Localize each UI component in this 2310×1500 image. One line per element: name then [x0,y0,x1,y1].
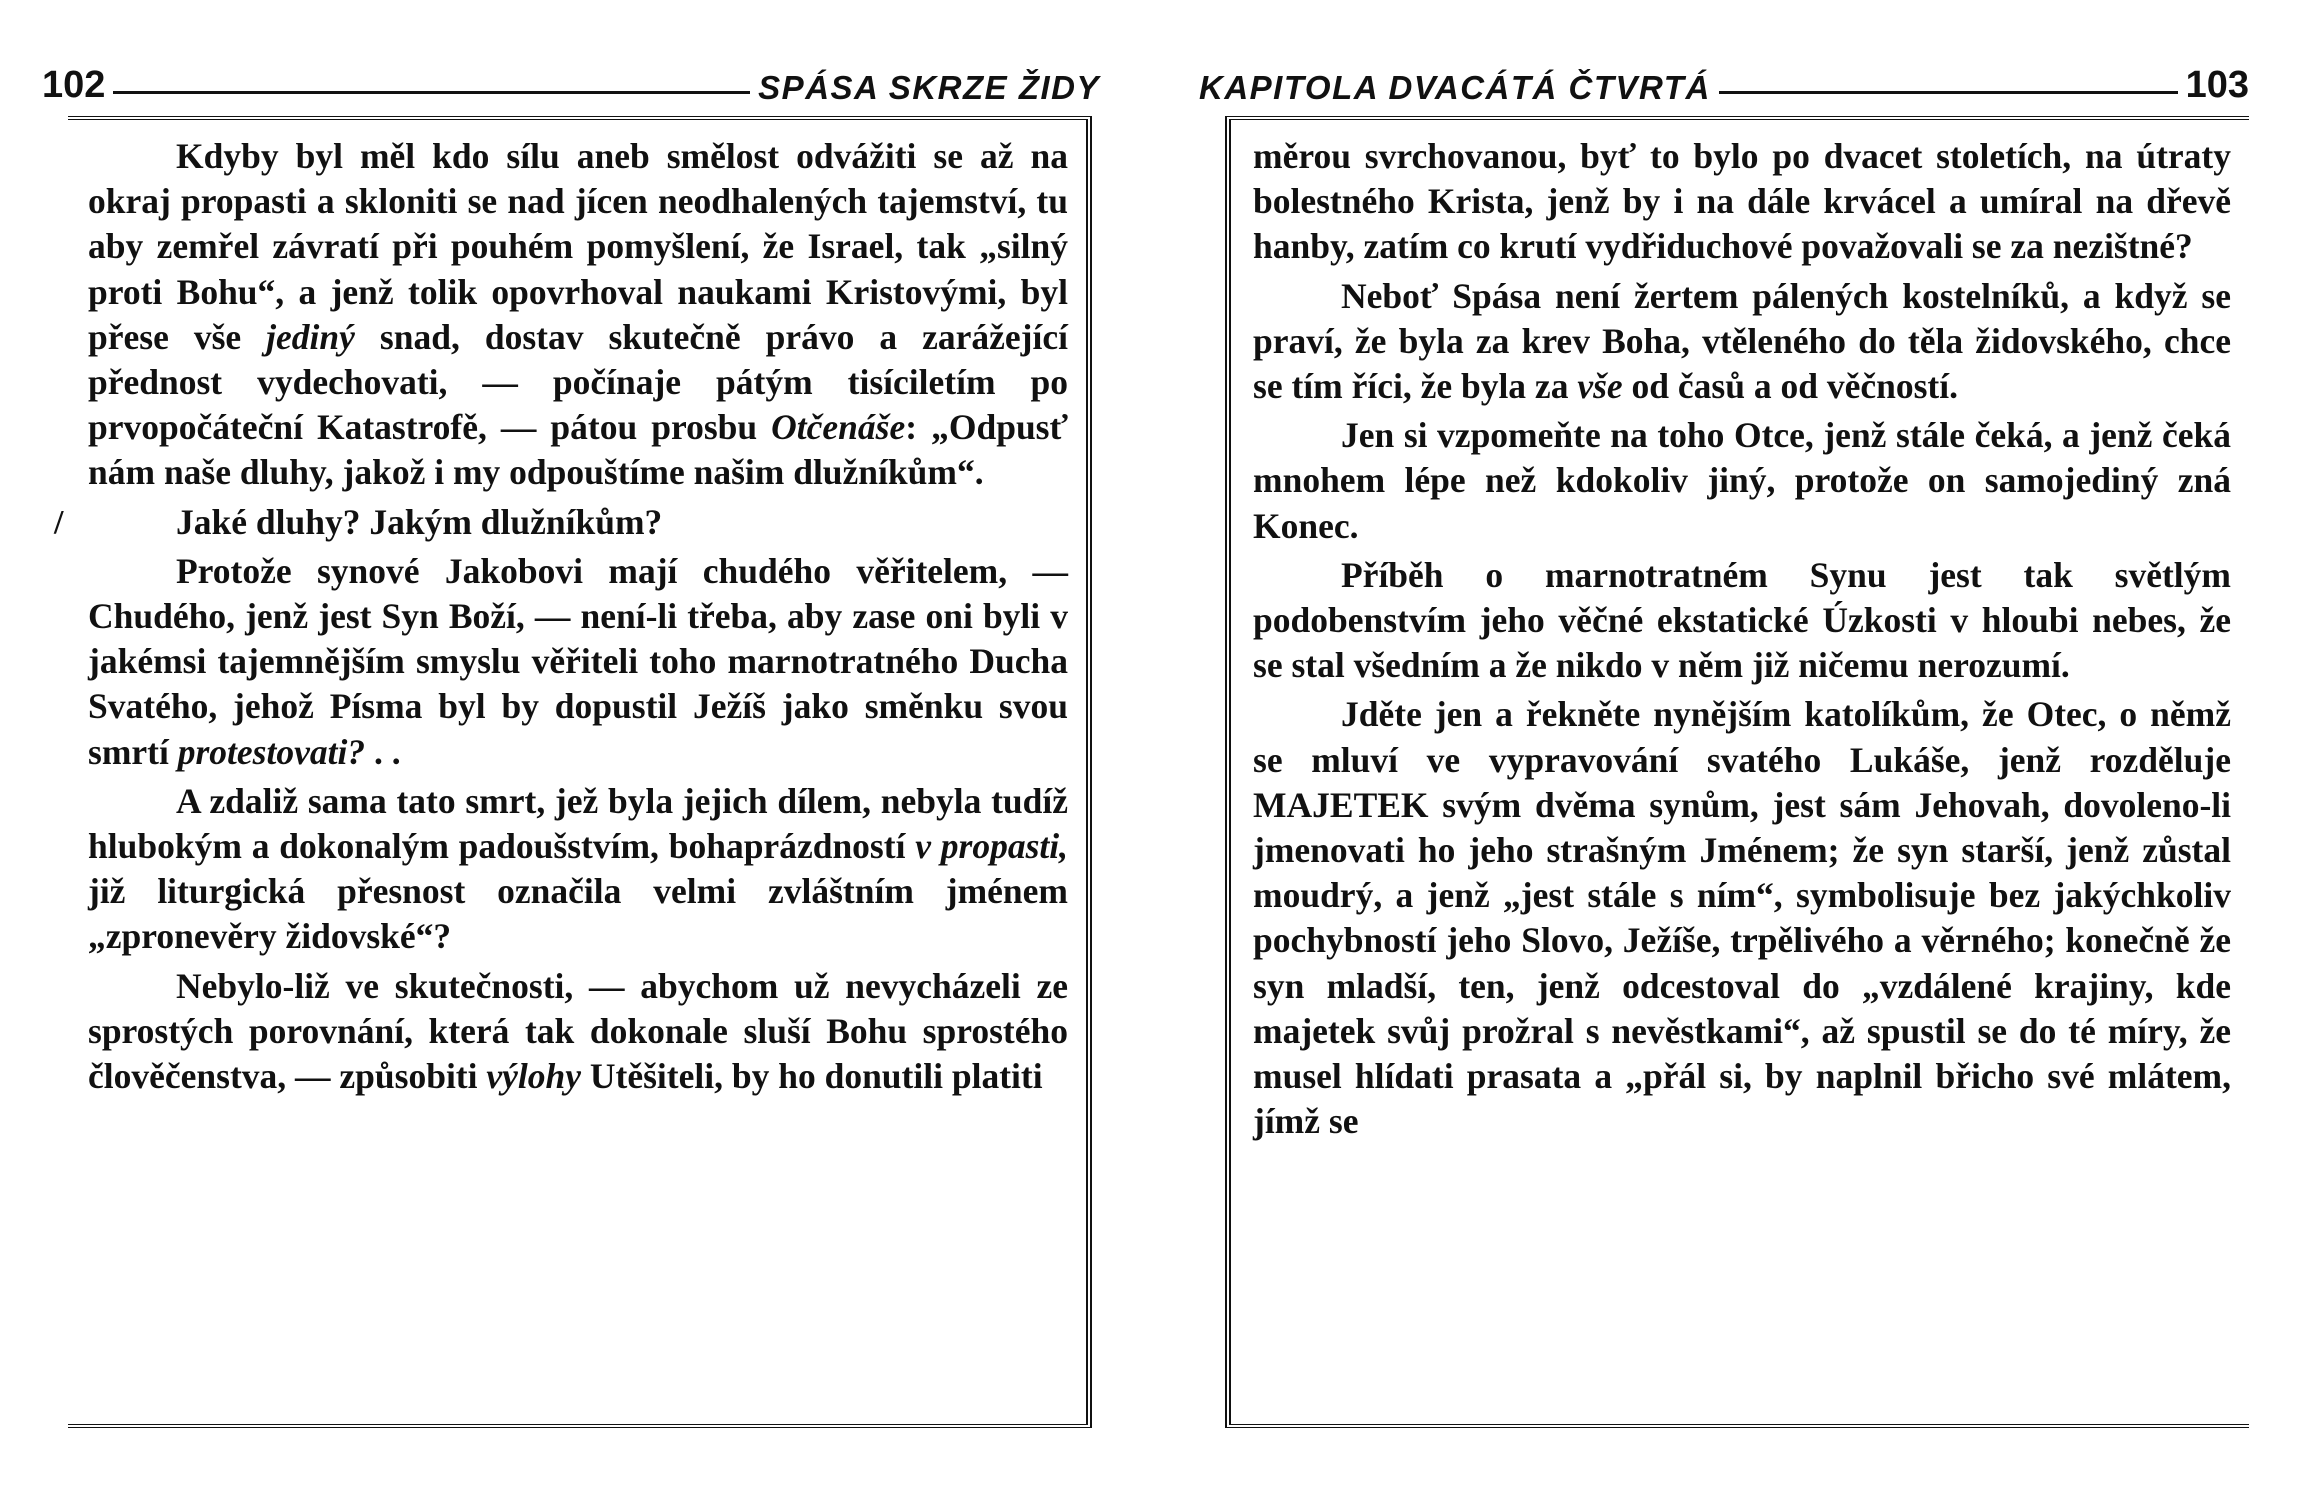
text-run: : „Odpusť nám naše dluhy, jakož i my odpouštíme našim dlužníkům“. [88,407,1068,493]
running-title: SPÁSA SKRZE ŽIDY [758,69,1100,106]
text-run: Kdyby byl měl kdo sílu aneb smělost odvážiti se až na okraj propasti a skloniti se nad jícen neodhalených tajemství, tu aby zemřel závratí při pouhém pomyšlení, že Israel, tak „silný proti Bohu“, a jenž tolik opovrhoval naukami Kristovými, byl přese vše [88,136,1068,357]
left-page-header [42,52,1100,104]
paragraph [1253,134,2231,270]
italic-text: jediný [266,316,355,357]
italic-text: protestovati? [177,731,366,772]
text-run: od časů a od věčností. [1622,366,1958,407]
text-run: A zdaliž sama tato smrt, jež byla jejich dílem, nebyla tudíž hlubokým a dokonalým padoušstvím, bohaprázdností [88,780,1068,867]
text-run: Jen si vzpomeňte na toho Otce, jenž stále čeká, a jenž čeká mnohem lépe než kdokoliv jiný, protože on samojediný zná Konec. [1253,415,2231,546]
running-title: KAPITOLA DVACÁTÁ ČTVRTÁ [1199,69,1711,106]
italic-text: vše [1577,366,1623,407]
header-rule [1719,91,2178,94]
paragraph [1253,692,2231,1144]
paragraph [1253,413,2231,549]
text-run: Utěšiteli, by ho donutili platiti [581,1056,1043,1097]
text-run: Jaké dluhy? Jakým dlužníkům? [176,501,663,542]
text-run: Příběh o marnotratném Synu jest tak světlým podobenstvím jeho věčné ekstatické Úzkosti v hloubi nebes, že se stal všedním a že nikdo v něm již ničemu nerozumí. [1253,554,2231,686]
margin-mark: / [54,504,64,541]
text-run: měrou svrchovanou, byť to bylo po dvacet stoletích, na útraty bolestného Krista, jenž by i na dále krvácel a umíral na dřevě hanby, zatím co krutí vydřiduchové považovali se za nezištné? [1253,136,2231,267]
text-run: již liturgická přesnost označila velmi zvláštním jménem „zpronevěry židovské“? [88,871,1068,957]
text-run: Protože synové Jakobovi mají chudého věřitelem, — Chudého, jenž jest Syn Boží, — není-li třeba, aby zase oni byli v jakémsi tajemnějším smyslu věřiteli toho marnotratného Ducha Svatého, jehož Písma byl by dopustil Ježíš jako směnku svou smrtí [88,550,1068,772]
paragraph [88,779,1068,960]
paragraph [88,500,1068,545]
paragraph [1253,274,2231,410]
right-page [1155,0,2310,1500]
italic-text: v propasti, [915,826,1068,867]
header-rule [113,91,750,94]
body-text [88,134,1068,1412]
page-number: 103 [2185,64,2249,106]
text-frame [1225,116,2249,1428]
italic-text: výlohy [486,1056,582,1097]
paragraph [1253,553,2231,689]
paragraph [88,549,1068,775]
text-run: Jděte jen a řekněte nynějším katolíkům, že Otec, o němž se mluví ve vypravování svatého Lukáše, jenž rozděluje MAJETEK svým dvěma synům, jest sám Jehovah, dovoleno-li jmenovati ho jeho strašným Jménem; že syn starší, jenž zůstal moudrý, a jenž „jest stále s ním“, symbolisuje bez jakýchkoliv pochybností jeho Slovo, Ježíše, trpělivého a věrného; konečně že syn mladší, ten, jenž odcestoval do „vzdálené krajiny, kde majetek svůj prožral s nevěstkami“, až spustil se do té míry, že musel hlídati prasata a „přál si, by naplnil břicho své mlátem, jímž se [1253,694,2231,1142]
body-text [1253,134,2231,1412]
text-run: snad, dostav skutečně právo a zarážející přednost vydechovati, — počínaje pátým tisíciletím po prvopočáteční Katastrofě, — pátou prosbu [88,316,1068,448]
text-run: . . [365,731,401,772]
page-number: 102 [42,64,106,106]
text-run: Nebylo-liž ve skutečnosti, — abychom už nevycházeli ze sprostých porovnání, která tak dokonale sluší Bohu sprostého člověčenstva, — způsobiti [88,965,1068,1097]
paragraph [88,964,1068,1100]
text-frame [68,116,1092,1428]
text-run: Neboť Spása není žertem pálených kostelníků, a když se praví, že byla za krev Boha, vtěleného do těla židovského, chce se tím říci, že byla za [1253,275,2231,407]
italic-text: Otčenáše [771,407,906,448]
paragraph [88,134,1068,496]
right-page-header [1199,52,2249,104]
